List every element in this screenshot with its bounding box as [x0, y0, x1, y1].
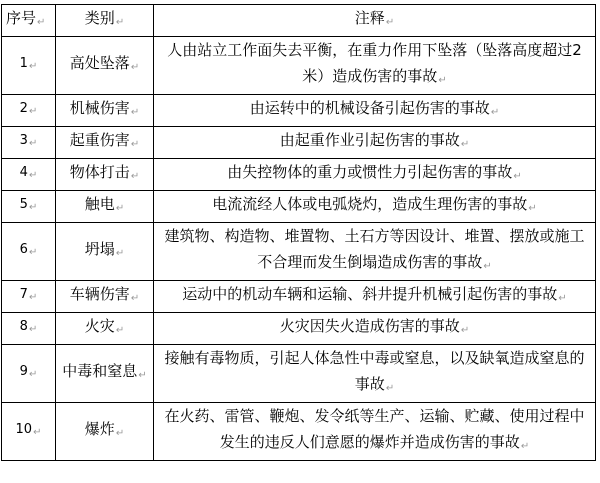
- row-note: 火灾因失火造成伤害的事故↵: [154, 313, 596, 345]
- table-row: [2, 345, 596, 403]
- table-row: [2, 127, 596, 159]
- row-note: 建筑物、构造物、堆置物、土石方等因设计、堆置、摆放或施工不合理而发生倒塌造成伤害的事故↵: [154, 223, 596, 281]
- row-number: 10↵: [2, 403, 56, 461]
- row-number: 3↵: [2, 127, 56, 159]
- accident-category-table: [1, 4, 596, 461]
- row-category: 物体打击↵: [56, 159, 154, 191]
- row-category: 坍塌↵: [56, 223, 154, 281]
- row-number: 8↵: [2, 313, 56, 345]
- row-note: 接触有毒物质，引起人体急性中毒或窒息，以及缺氧造成窒息的事故↵: [154, 345, 596, 403]
- row-category: 中毒和窒息↵: [56, 345, 154, 403]
- row-category: 车辆伤害↵: [56, 281, 154, 313]
- table-row: [2, 37, 596, 95]
- row-number: 9↵: [2, 345, 56, 403]
- row-note: 由起重作业引起伤害的事故↵: [154, 127, 596, 159]
- row-note: 由失控物体的重力或惯性力引起伤害的事故↵: [154, 159, 596, 191]
- row-number: 4↵: [2, 159, 56, 191]
- table-row: [2, 313, 596, 345]
- row-note: 由运转中的机械设备引起伤害的事故↵: [154, 95, 596, 127]
- row-category: 火灾↵: [56, 313, 154, 345]
- row-note: 在火药、雷管、鞭炮、发令纸等生产、运输、贮藏、使用过程中发生的违反人们意愿的爆炸并造成伤害的事故↵: [154, 403, 596, 461]
- row-number: 5↵: [2, 191, 56, 223]
- table-row: [2, 191, 596, 223]
- row-number: 7↵: [2, 281, 56, 313]
- table-row: [2, 95, 596, 127]
- row-number: 2↵: [2, 95, 56, 127]
- row-category: 爆炸↵: [56, 403, 154, 461]
- row-category: 触电↵: [56, 191, 154, 223]
- row-number: 1↵: [2, 37, 56, 95]
- table-row: [2, 281, 596, 313]
- table-header-row: [2, 5, 596, 37]
- header-cell-number: 序号↵: [2, 5, 56, 37]
- row-category: 起重伤害↵: [56, 127, 154, 159]
- row-note: 电流流经人体或电弧烧灼，造成生理伤害的事故↵: [154, 191, 596, 223]
- table-row: [2, 403, 596, 461]
- row-category: 机械伤害↵: [56, 95, 154, 127]
- table-row: [2, 223, 596, 281]
- table-row: [2, 159, 596, 191]
- header-cell-note: 注释↵: [154, 5, 596, 37]
- header-cell-category: 类别↵: [56, 5, 154, 37]
- row-number: 6↵: [2, 223, 56, 281]
- row-note: 运动中的机动车辆和运输、斜井提升机械引起伤害的事故↵: [154, 281, 596, 313]
- row-category: 高处坠落↵: [56, 37, 154, 95]
- row-note: 人由站立工作面失去平衡，在重力作用下坠落（坠落高度超过2米）造成伤害的事故↵: [154, 37, 596, 95]
